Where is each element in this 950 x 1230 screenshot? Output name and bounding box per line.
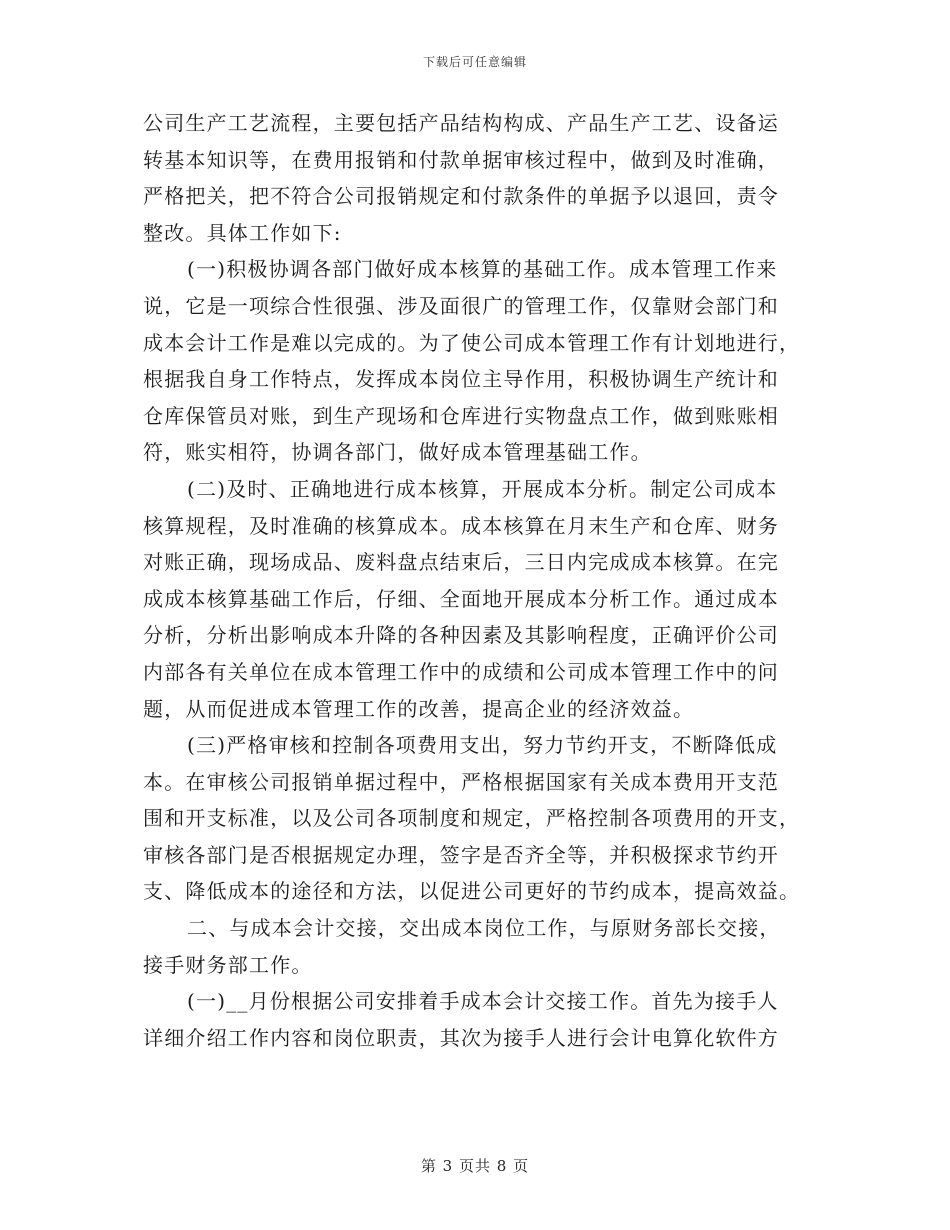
text-line: 公司生产工艺流程，主要包括产品结构构成、产品生产工艺、设备运	[143, 111, 779, 135]
page-header: 下载后可任意编辑	[422, 55, 527, 69]
text-line: 转基本知识等，在费用报销和付款单据审核过程中，做到及时准确，	[143, 147, 779, 172]
text-line: 核算规程，及时准确的核算成本。成本核算在月末生产和仓库、财务	[143, 513, 779, 538]
text-line: 审核各部门是否根据规定办理，签字是否齐全等，并积极探求节约开	[143, 842, 779, 867]
text-line: 成成本核算基础工作后，仔细、全面地开展成本分析工作。通过成本	[143, 586, 779, 611]
text-line: 支、降低成本的途径和方法，以促进公司更好的节约成本，提高效益。	[143, 879, 801, 904]
text-line: 根据我自身工作特点，发挥成本岗位主导作用，积极协调生产统计和	[143, 367, 779, 392]
text-line: 符，账实相符，协调各部门，做好成本管理基础工作。	[143, 440, 652, 465]
text-line: 严格把关，把不符合公司报销规定和付款条件的单据予以退回，责令	[143, 184, 779, 209]
text-line: 分析，分析出影响成本升降的各种因素及其影响程度，正确评价公司	[143, 623, 779, 648]
text-line: 仓库保管员对账，到生产现场和仓库进行实物盘点工作，做到账账相	[143, 403, 779, 428]
paragraph-start-line: (一)__月份根据公司安排着手成本会计交接工作。首先为接手人	[187, 989, 779, 1014]
text-line: 接手财务部工作。	[143, 952, 313, 977]
paragraph-start-line: (一)积极协调各部门做好成本核算的基础工作。成本管理工作来	[187, 257, 778, 282]
paragraph-start-line: (二)及时、正确地进行成本核算，开展成本分析。制定公司成本	[187, 476, 778, 501]
text-line: 本。在审核公司报销单据过程中，严格根据国家有关成本费用开支范	[143, 769, 779, 794]
text-line: 整改。具体工作如下:	[143, 220, 342, 245]
text-line: 详细介绍工作内容和岗位职责，其次为接手人进行会计电算化软件方	[143, 1025, 779, 1050]
paragraph-start-line: (三)严格审核和控制各项费用支出，努力节约开支，不断降低成	[187, 733, 778, 758]
document-body	[143, 105, 803, 1056]
text-line: 对账正确，现场成品、废料盘点结束后，三日内完成成本核算。在完	[143, 550, 779, 575]
text-line: 题，从而促进成本管理工作的改善，提高企业的经济效益。	[143, 696, 695, 721]
page-number-footer: 第 3 页共 8 页	[420, 1157, 530, 1175]
text-line: 成本会计工作是难以完成的。为了使公司成本管理工作有计划地进行，	[143, 330, 801, 355]
text-line: 说，它是一项综合性很强、涉及面很广的管理工作，仅靠财会部门和	[143, 293, 779, 318]
text-line: 围和开支标准，以及公司各项制度和规定，严格控制各项费用的开支，	[143, 806, 801, 831]
section-heading-line: 二、与成本会计交接，交出成本岗位工作，与原财务部长交接，	[187, 916, 781, 941]
text-line: 内部各有关单位在成本管理工作中的成绩和公司成本管理工作中的问	[143, 659, 779, 684]
